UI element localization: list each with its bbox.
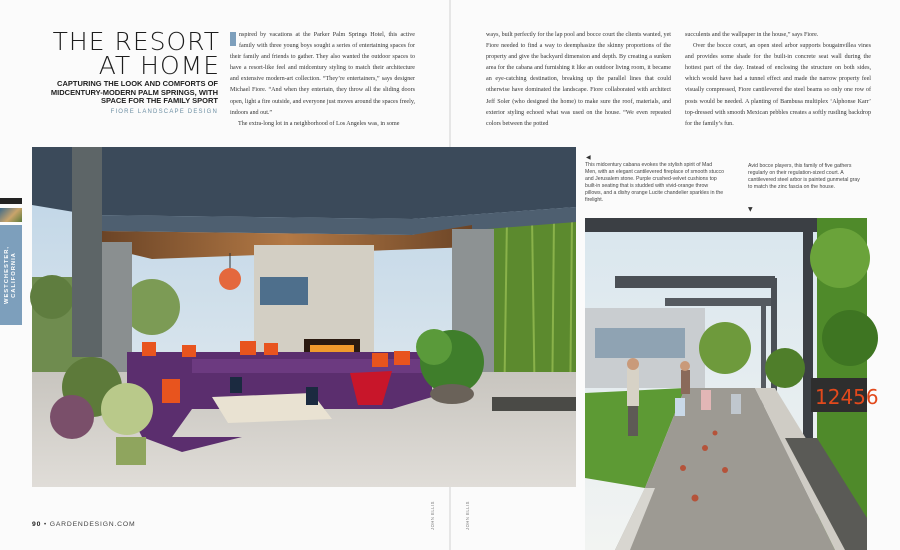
title-line-1: THE RESORT — [52, 27, 220, 56]
paragraph: The extra-long lot in a neighborhood of Los Angeles was, in some — [238, 120, 400, 127]
caption-arrow-icon: ◀ — [586, 154, 591, 161]
section-thumbnail — [0, 208, 22, 222]
paragraph: nspired by vacations at the Parker Palm Springs Hotel, this active family with three young boys sought a series of entertaining spaces for their family and friends to gather. They also wanted the outdoor spaces to have a resort-like feel and midcentury styling to match their architecture and extensive modern-art collection. “They’re entertainers,” says designer Michael Fiore. “And when they entertain, they throw all the sliding doors open, light a fire outside, and everyone just moves around the spaces freely, indoors and out.” — [230, 32, 415, 116]
section-marker-bar — [0, 198, 22, 204]
page-number: 90 — [32, 521, 42, 528]
paragraph: Over the bocce court, an open steel arbor supports bougainvillea vines and provides some shade for the built-in concrete seat wall during the hottest part of the day. Instead of enclosing the structure on both sides, which would have had a tunnel effect and made the narrow property feel visually compressed, Fiore cantilevered the steel beams so only one row of posts would be needed. A planting of Bambusa multiplex ‘Alphonse Karr’ top-dressed with smooth Mexican pebbles creates a softly rustling backdrop for the family’s fun. — [685, 43, 871, 127]
designer-credit: FIORE LANDSCAPE DESIGN — [110, 109, 218, 115]
drop-cap-mark — [230, 32, 236, 46]
location-line2: CALIFORNIA — [11, 252, 17, 298]
house-number: 12456 — [815, 385, 879, 409]
title-line-2: AT HOME — [98, 51, 220, 80]
article-subtitle: CAPTURING THE LOOK AND COMFORTS OF MIDCENTURY-MODERN PALM SPRINGS, WITH SPACE FOR THE FAMILY SPORT — [50, 79, 218, 105]
page-folio — [32, 521, 135, 528]
site-name: GARDENDESIGN.COM — [49, 521, 136, 528]
photo-credit: JOHN ELLIS — [430, 501, 435, 530]
folio-separator: • — [43, 521, 50, 528]
photo-credit: JOHN ELLIS — [465, 501, 470, 530]
location-tab — [0, 225, 22, 325]
cabana-photo — [32, 147, 576, 487]
body-column-2 — [486, 30, 671, 130]
cabana-caption: This midcentury cabana evokes the stylish spirit of Mad Men, with an elegant cantilevered fireplace of smooth stucco and Jerusalem stone. Purple crushed-velvet cushions top built-in seating that is studded with vivid-orange throw pillows, and a dishy orange Lucite chandelier sparkles in the firelight. — [585, 162, 724, 203]
bocce-caption: Avid bocce players, this family of five gathers regularly on their regulation-sized court. A cantilevered steel arbor is painted gunmetal gray to match the zinc fascia on the house. — [748, 163, 860, 190]
caption-arrow-down-icon: ▼ — [748, 206, 753, 213]
paragraph: succulents and the wallpaper in the house,” says Fiore. — [685, 32, 819, 38]
article-title — [40, 27, 220, 80]
body-column-3 — [685, 30, 871, 130]
bocce-court-photo — [585, 218, 879, 550]
paragraph: ways, built perfectly for the lap pool and bocce court the clients wanted, yet Fiore needed to find a way to deemphasize the skinny proportions of the property and give the backyard dimension and depth. By creating a sunken area for the cabana and furnishing it like an outdoor living room, it became an eye-catching destination, breaking up the parallel lines that could otherwise have dominated the landscape. Fiore collaborated with architect Jeff Soler (who designed the home) to make sure the roof, materials, and exterior styling echoed what was used on the house. “We even repeated colors between the potted — [486, 32, 671, 127]
location-line1: WESTCHESTER, — [4, 245, 10, 305]
bocce-illustration — [585, 218, 879, 550]
body-column-1 — [230, 30, 415, 130]
location-label — [4, 246, 18, 304]
cabana-illustration — [32, 147, 576, 487]
